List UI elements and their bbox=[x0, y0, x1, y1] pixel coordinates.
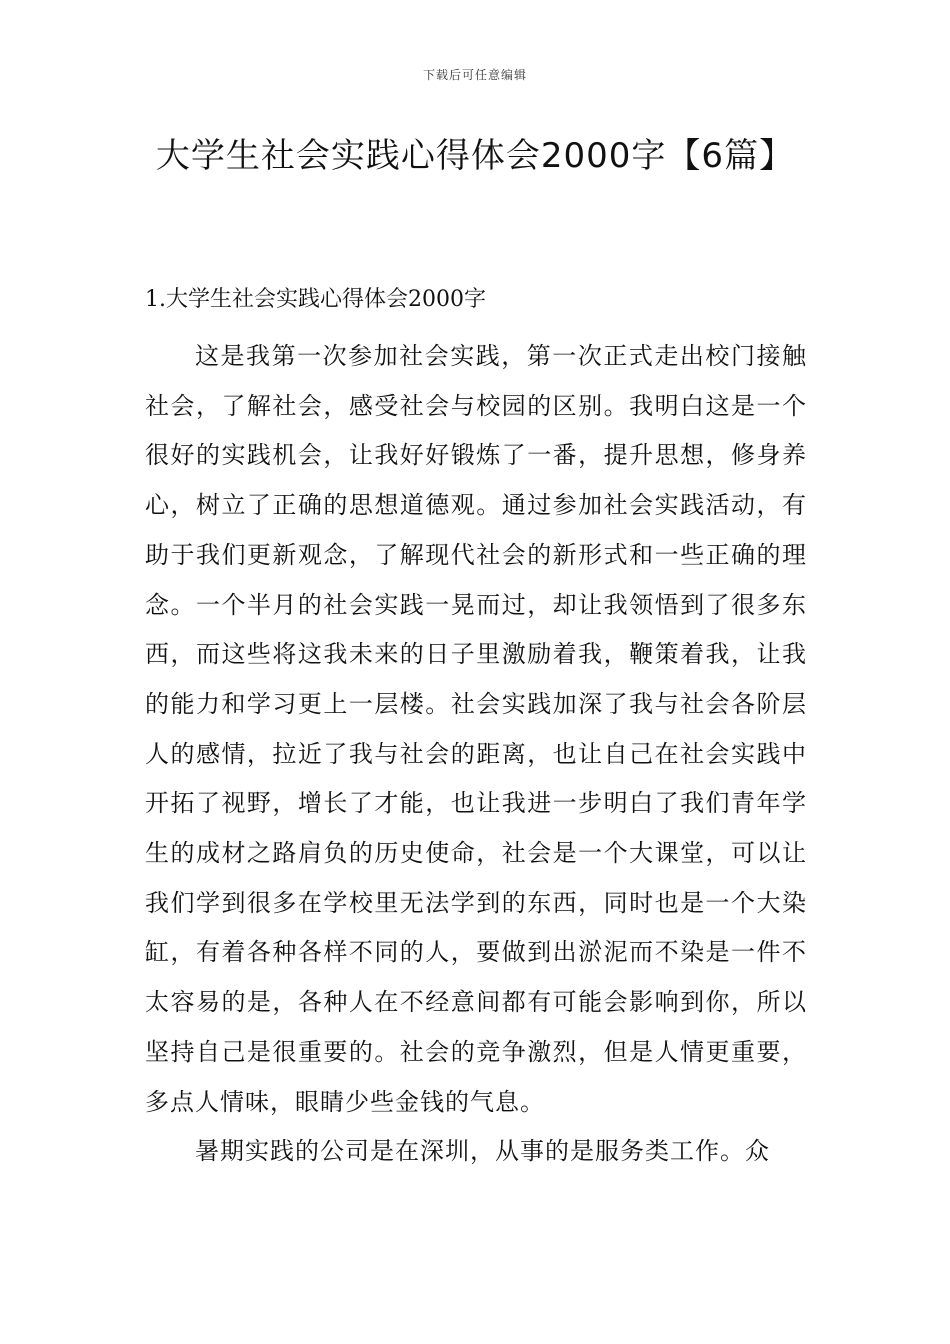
header-note: 下载后可任意编辑 bbox=[422, 68, 527, 82]
document-title: 大学生社会实践心得体会2000字【6篇】 bbox=[155, 136, 795, 176]
paragraph-1: 这是我第一次参加社会实践，第一次正式走出校门接触社会，了解社会，感受社会与校园的区别。我明白这是一个很好的实践机会，让我好好锻炼了一番，提升思想，修身养心，树立了正确的思想道德观。通过参加社会实践活动，有助于我们更新观念，了解现代社会的新形式和一些正确的理念。一个半月的社会实践一晃而过，却让我领悟到了很多东西，而这些将这我未来的日子里激励着我，鞭策着我，让我的能力和学习更上一层楼。社会实践加深了我与社会各阶层人的感情，拉近了我与社会的距离，也让自己在社会实践中开拓了视野，增长了才能，也让我进一步明白了我们青年学生的成材之路肩负的历史使命，社会是一个大课堂，可以让我们学到很多在学校里无法学到的东西，同时也是一个大染缸，有着各种各样不同的人，要做到出淤泥而不染是一件不太容易的是，各种人在不经意间都有可能会影响到你，所以坚持自己是很重要的。社会的竞争激烈，但是人情更重要，多点人情味，眼睛少些金钱的气息。 bbox=[145, 342, 807, 1116]
section-heading: 1.大学生社会实践心得体会2000字 bbox=[145, 287, 486, 312]
document-body bbox=[145, 282, 807, 1177]
paragraph-2: 暑期实践的公司是在深圳，从事的是服务类工作。众 bbox=[195, 1137, 770, 1166]
